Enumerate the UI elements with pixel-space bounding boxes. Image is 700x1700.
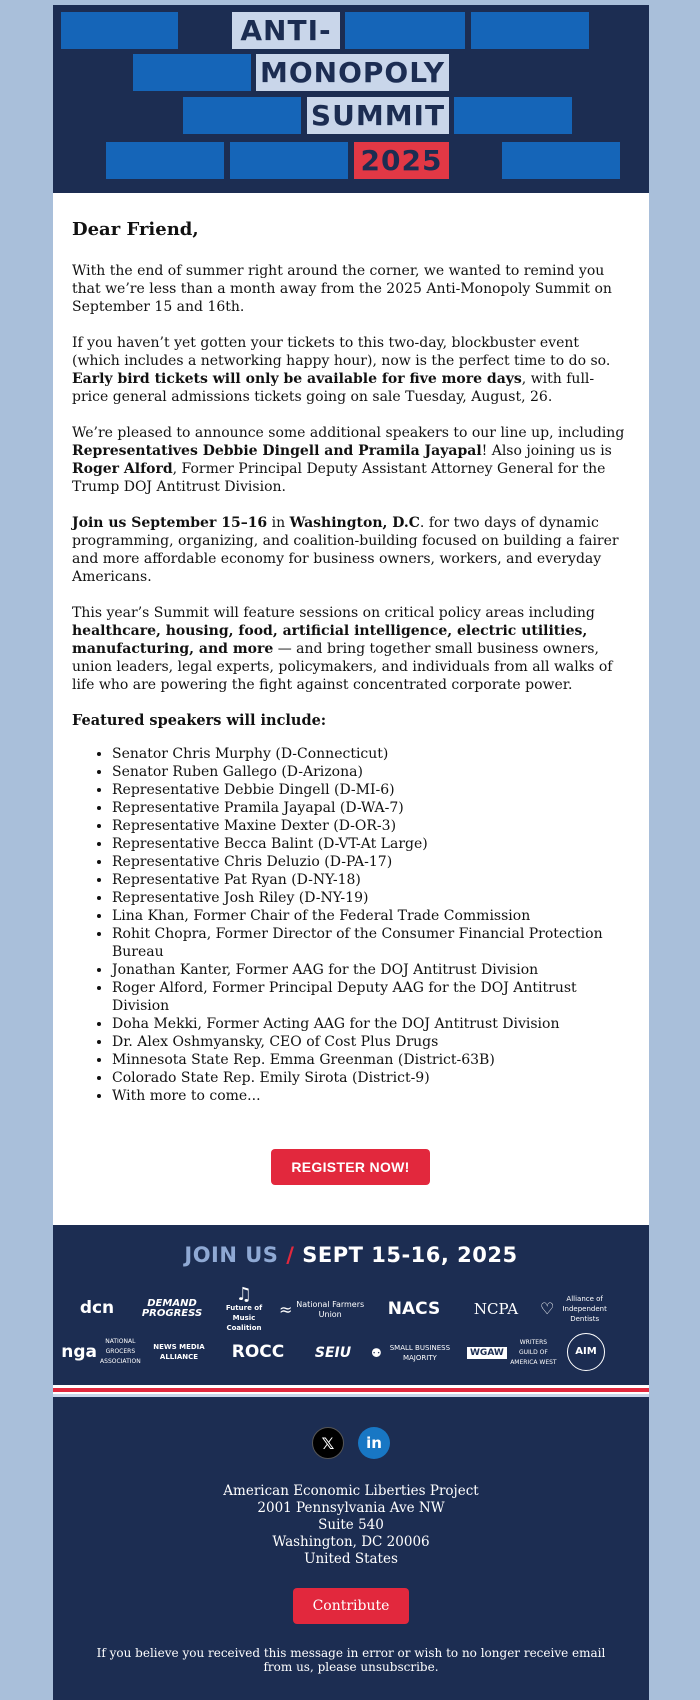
featured-speakers-heading: Featured speakers will include:: [72, 712, 327, 729]
greeting: Dear Friend,: [72, 219, 199, 240]
paragraph-topics: [72, 604, 629, 694]
ncpa-text: NCPA: [473, 1300, 519, 1318]
speaker-item: • Representative Debbie Dingell (D-MI-6): [112, 781, 629, 799]
banner-block: [61, 12, 178, 49]
flag-wave-icon: ≈: [279, 1300, 293, 1319]
contribute-button[interactable]: Contribute: [293, 1588, 410, 1624]
speaker-item: • Colorado State Rep. Emily Sirota (District-9): [112, 1069, 629, 1087]
nga-logo: [63, 1337, 139, 1367]
alliance-independent-dentists-logo: [540, 1295, 612, 1323]
wgaw-text: WGAW: [467, 1347, 507, 1359]
banner-year: 2025: [354, 142, 449, 179]
speaker-item: • Representative Maxine Dexter (D-OR-3): [112, 817, 629, 835]
dcn-logo-text: dcn: [79, 1298, 115, 1318]
wgaw-logo: [467, 1339, 557, 1367]
speaker-item: • Roger Alford, Former Principal Deputy AAG for the DOJ Antitrust Division: [112, 979, 629, 1015]
nacs-text: NACS: [387, 1299, 441, 1319]
mailing-address: [73, 1483, 629, 1568]
topics-highlight: healthcare, housing, food, artificial intelligence, electric utilities, manufacturing, and more: [72, 623, 588, 657]
banner-block: [183, 97, 301, 134]
aim-logo: [567, 1333, 605, 1371]
street: 2001 Pennsylvania Ave NW: [257, 1500, 445, 1516]
register-now-button[interactable]: REGISTER NOW!: [271, 1149, 429, 1185]
social-links: [73, 1427, 629, 1459]
aid-text: Alliance of Independent Dentists: [562, 1295, 607, 1323]
text: We’re pleased to announce some additional speakers to our line up, including: [72, 425, 625, 441]
nma-text: NEWS MEDIA ALLIANCE: [153, 1343, 205, 1361]
speaker-item: • Rohit Chopra, Former Director of the Consumer Financial Protection Bureau: [112, 925, 629, 961]
national-farmers-union-logo: [279, 1297, 365, 1323]
nfu-text: National Farmers Union: [296, 1300, 365, 1319]
partners-section: [53, 1225, 649, 1385]
country: United States: [304, 1551, 398, 1567]
text: This year’s Summit will feature sessions on critical policy areas including: [72, 605, 595, 621]
music-icon: ♫: [235, 1283, 253, 1305]
nga-sub-text: NATIONAL GROCERS ASSOCIATION: [100, 1338, 141, 1365]
join-us-text: JOIN US: [184, 1243, 279, 1267]
banner-block: [345, 12, 465, 49]
text: . for two days of dynamic programming, organizing, and coalition-building focused on building a fairer and more affordable economy for business owners, workers, and everyday Americans.: [72, 515, 619, 585]
banner-word-anti: ANTI-: [232, 12, 340, 49]
text: — and bring together small business owners, union leaders, legal experts, policymakers, and individuals from all walks of life who are powering the fight against concentrated corporate power.: [72, 641, 613, 693]
speaker-item: • Doha Mekki, Former Acting AAG for the DOJ Antitrust Division: [112, 1015, 629, 1033]
small-business-majority-logo: [371, 1339, 455, 1367]
speaker-item: • Representative Josh Riley (D-NY-19): [112, 889, 629, 907]
dcn-logo: [73, 1295, 121, 1321]
banner-block: [471, 12, 589, 49]
summit-banner: [53, 5, 649, 193]
text: ! Also joining us is: [481, 443, 612, 459]
banner-block: [454, 97, 572, 134]
aim-text: AIM: [575, 1346, 597, 1357]
paragraph-speakers-announce: [72, 424, 629, 496]
future-of-music-logo: [223, 1283, 265, 1335]
footer: [53, 1397, 649, 1700]
banner-block: [106, 142, 224, 179]
speaker-item: • Lina Khan, Former Chair of the Federal Trade Commission: [112, 907, 629, 925]
linkedin-icon[interactable]: in: [358, 1427, 390, 1459]
text: in: [267, 515, 290, 531]
early-bird-highlight: Early bird tickets will only be available for five more days: [72, 371, 522, 387]
slash: /: [286, 1243, 295, 1267]
speaker-item: • Representative Pat Ryan (D-NY-18): [112, 871, 629, 889]
paragraph-intro: With the end of summer right around the corner, we wanted to remind you that we’re less than a month away from the 2025 Anti-Monopoly Summit on September 15 and 16th.: [72, 263, 612, 315]
text: If you haven’t yet gotten your tickets to this two-day, blockbuster event (which includes a networking happy hour), now is the perfect time to do so.: [72, 335, 611, 369]
text: , Former Principal Deputy Assistant Attorney General for the Trump DOJ Antitrust Division.: [72, 461, 606, 495]
sbm-text: SMALL BUSINESS MAJORITY: [389, 1344, 451, 1362]
nacs-logo: [381, 1295, 447, 1323]
speaker-item: • With more to come...: [112, 1087, 629, 1105]
future-of-music-text: Future of Music Coalition: [225, 1303, 263, 1332]
light-stripe: [53, 1394, 649, 1397]
location-highlight: Washington, D.C: [289, 515, 420, 531]
speaker-item: • Senator Ruben Gallego (D-Arizona): [112, 763, 629, 781]
city: Washington, DC 20006: [272, 1534, 430, 1550]
banner-block: [230, 142, 348, 179]
seiu-logo: [311, 1337, 355, 1369]
rocc-text: ROCC: [231, 1342, 285, 1362]
speakers-list: [72, 745, 629, 1105]
red-stripe: [53, 1388, 649, 1392]
banner-word-summit: SUMMIT: [307, 97, 449, 134]
ncpa-logo: [463, 1295, 529, 1323]
unsubscribe-notice[interactable]: If you believe you received this message in error or wish to no longer receive email from us, please unsubscribe.: [96, 1646, 606, 1674]
seiu-text: SEIU: [314, 1345, 352, 1361]
rocc-logo: [227, 1335, 289, 1369]
divider-stripes: [53, 1385, 649, 1397]
tooth-icon: ♡: [540, 1299, 555, 1318]
speaker-item: • Representative Becca Balint (D-VT-At Large): [112, 835, 629, 853]
banner-word-monopoly: MONOPOLY: [256, 54, 449, 91]
banner-block: [502, 142, 620, 179]
banner-block: [133, 54, 251, 91]
demand-progress-logo: [136, 1297, 208, 1321]
email-body: [53, 193, 649, 1225]
join-us-heading: [53, 1243, 649, 1267]
speaker-item: • Senator Chris Murphy (D-Connecticut): [112, 745, 629, 763]
people-icon: ⚉: [371, 1346, 382, 1360]
x-twitter-icon[interactable]: 𝕏: [312, 1427, 344, 1459]
register-wrap: [72, 1105, 629, 1207]
speaker-item: • Dr. Alex Oshmyansky, CEO of Cost Plus Drugs: [112, 1033, 629, 1051]
email-container: [53, 5, 649, 1700]
dates-highlight: Join us September 15–16: [72, 515, 268, 531]
paragraph-join: [72, 514, 629, 586]
wgaw-sub-text: WRITERS GUILD OF AMERICA WEST: [510, 1339, 557, 1366]
speaker-item: • Minnesota State Rep. Emma Greenman (District-63B): [112, 1051, 629, 1069]
reps-highlight: Representatives Debbie Dingell and Pramila Jayapal: [72, 443, 482, 459]
demand-progress-text: DEMAND PROGRESS: [141, 1298, 203, 1319]
dates-text: SEPT 15-16, 2025: [302, 1243, 518, 1267]
news-media-alliance-logo: [151, 1337, 207, 1367]
suite: Suite 540: [318, 1517, 384, 1533]
speaker-item: • Representative Pramila Jayapal (D-WA-7): [112, 799, 629, 817]
alford-highlight: Roger Alford: [72, 461, 173, 477]
nga-text: nga: [61, 1342, 98, 1362]
org-name: American Economic Liberties Project: [223, 1483, 479, 1499]
speaker-item: • Representative Chris Deluzio (D-PA-17): [112, 853, 629, 871]
paragraph-tickets: [72, 334, 629, 406]
speaker-item: • Jonathan Kanter, Former AAG for the DOJ Antitrust Division: [112, 961, 629, 979]
text: , with full-price general admissions tickets going on sale Tuesday, August, 26.: [72, 371, 595, 405]
